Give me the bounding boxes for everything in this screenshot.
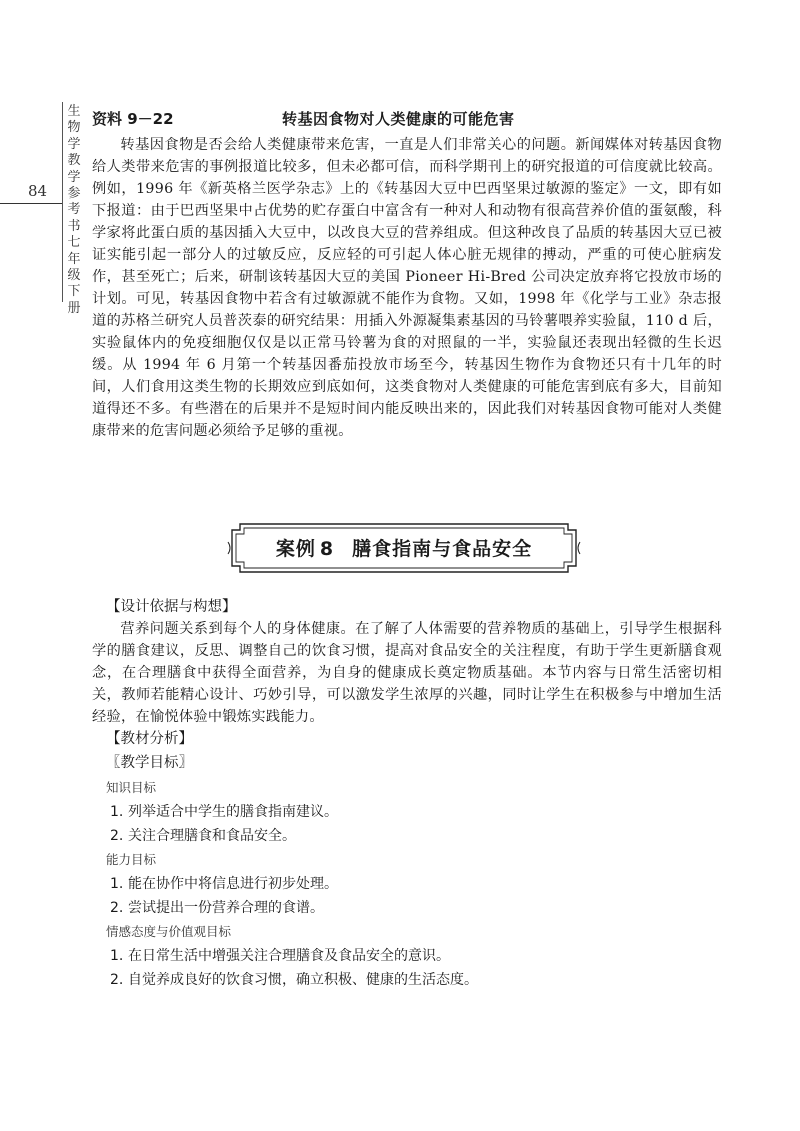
goal-item-index: 1. bbox=[110, 804, 124, 820]
margin-rule bbox=[0, 203, 62, 204]
goal-item-index: 2. bbox=[110, 972, 124, 988]
spine-char: 学 bbox=[67, 169, 81, 185]
goal-item-text: 自觉养成良好的饮食习惯，确立积极、健康的生活态度。 bbox=[128, 972, 478, 988]
spine-char: 物 bbox=[67, 120, 81, 136]
goal-item-text: 列举适合中学生的膳食指南建议。 bbox=[128, 804, 338, 820]
goal-item-text: 尝试提出一份营养合理的食谱。 bbox=[128, 900, 324, 916]
goal-item bbox=[106, 896, 722, 920]
goal-group-label: 能力目标 bbox=[106, 852, 157, 867]
spine-char: 书 bbox=[67, 218, 81, 234]
case-title: 膳食指南与食品安全 bbox=[352, 538, 533, 560]
goal-group-knowledge bbox=[106, 776, 722, 848]
goal-group-ability bbox=[106, 848, 722, 920]
spine-char: 册 bbox=[67, 300, 81, 316]
case-heading bbox=[226, 534, 582, 561]
spine-char: 年 bbox=[67, 251, 81, 267]
spine-char: 教 bbox=[67, 153, 81, 169]
spine-divider bbox=[62, 102, 63, 302]
spine-char: 下 bbox=[67, 284, 81, 300]
spine-char: 学 bbox=[67, 136, 81, 152]
case-number: 8 bbox=[319, 538, 335, 560]
goal-item bbox=[106, 872, 722, 896]
goal-group-label: 知识目标 bbox=[106, 780, 157, 795]
goal-item-index: 2. bbox=[110, 828, 124, 844]
material-body-block bbox=[92, 134, 722, 442]
case-label: 案例 bbox=[275, 538, 316, 560]
spine-char: 级 bbox=[67, 268, 81, 284]
spine-char: 生 bbox=[67, 104, 81, 119]
goal-item-index: 1. bbox=[110, 948, 124, 964]
material-body: 转基因食物是否会给人类健康带来危害，一直是人们非常关心的问题。新闻媒体对转基因食物给人类带来危害的事例报道比较多，但未必都可信，而科学期刊上的研究报道的可信度就比较高。例如，1996 年《新英格兰医学杂志》上的《转基因大豆中巴西坚果过敏源的鉴定》一文，即有如下报道：由于巴西坚果中占优势的贮存蛋白中富含有一种对人和动物有很高营养价值的蛋氨酸，科学家将此蛋白质的基因插入大豆中，以改良大豆的营养组成。但这种改良了品质的转基因大豆已被证实能引起一部分人的过敏反应，反应轻的可引起人体心脏无规律的搏动，严重的可使心脏病发作，甚至死亡；后来，研制该转基因大豆的美国 Pioneer Hi-Bred 公司决定放弃将它投放市场的计划。可见，转基因食物中若含有过敏源就不能作为食物。又如，1998 年《化学与工业》杂志报道的苏格兰研究人员普茨泰的研究结果：用插入外源凝集素基因的马铃薯喂养实验鼠，110 d 后，实验鼠体内的免疫细胞仅仅是以正常马铃薯为食的对照鼠的一半，实验鼠还表现出轻微的生长迟缓。从 1994 年 6 月第一个转基因番茄投放市场至今，转基因生物作为食物还只有十几年的时间，人们食用这类生物的长期效应到底如何，这类食物对人类健康的可能危害到底有多大，目前知道得还不多。有些潜在的后果并不是短时间内能反映出来的，因此我们对转基因食物可能对人类健康带来的危害问题必须给予足够的重视。 bbox=[92, 137, 722, 439]
design-section bbox=[92, 596, 722, 992]
spine-char: 七 bbox=[67, 235, 81, 251]
goal-group-label: 情感态度与价值观目标 bbox=[106, 924, 232, 939]
spine-book-title bbox=[66, 104, 82, 317]
goal-item-text: 在日常生活中增强关注合理膳食及食品安全的意识。 bbox=[128, 948, 450, 964]
spine-char: 考 bbox=[67, 202, 81, 218]
material-title: 转基因食物对人类健康的可能危害 bbox=[282, 110, 515, 128]
design-body: 营养问题关系到每个人的身体健康。在了解了人体需要的营养物质的基础上，引导学生根据科学的膳食建议，反思、调整自己的饮食习惯，提高对食品安全的关注程度，有助于学生更新膳食观念，在合理膳食中获得全面营养，为自身的健康成长奠定物质基础。本节内容与日常生活密切相关，教师若能精心设计、巧妙引导，可以激发学生浓厚的兴趣，同时让学生在积极参与中增加生活经验，在愉悦体验中锻炼实践能力。 bbox=[92, 621, 722, 725]
goal-item-text: 能在协作中将信息进行初步处理。 bbox=[128, 876, 338, 892]
goal-group-attitude bbox=[106, 920, 722, 992]
goal-item bbox=[106, 800, 722, 824]
material-label: 资料 9－22 bbox=[92, 110, 174, 128]
goal-item bbox=[106, 944, 722, 968]
goal-item-text: 关注合理膳食和食品安全。 bbox=[128, 828, 296, 844]
case-banner bbox=[226, 520, 582, 576]
page-number: 84 bbox=[28, 182, 48, 200]
material-heading bbox=[92, 108, 722, 132]
goal-item-index: 1. bbox=[110, 876, 124, 892]
goal-item-index: 2. bbox=[110, 900, 124, 916]
design-heading: 【设计依据与构想】 bbox=[106, 599, 237, 615]
goal-item bbox=[106, 824, 722, 848]
goal-item bbox=[106, 968, 722, 992]
spine-char: 参 bbox=[67, 186, 81, 202]
teaching-goals-heading: 〖教学目标〗 bbox=[106, 755, 193, 771]
analysis-heading: 【教材分析】 bbox=[106, 731, 193, 747]
